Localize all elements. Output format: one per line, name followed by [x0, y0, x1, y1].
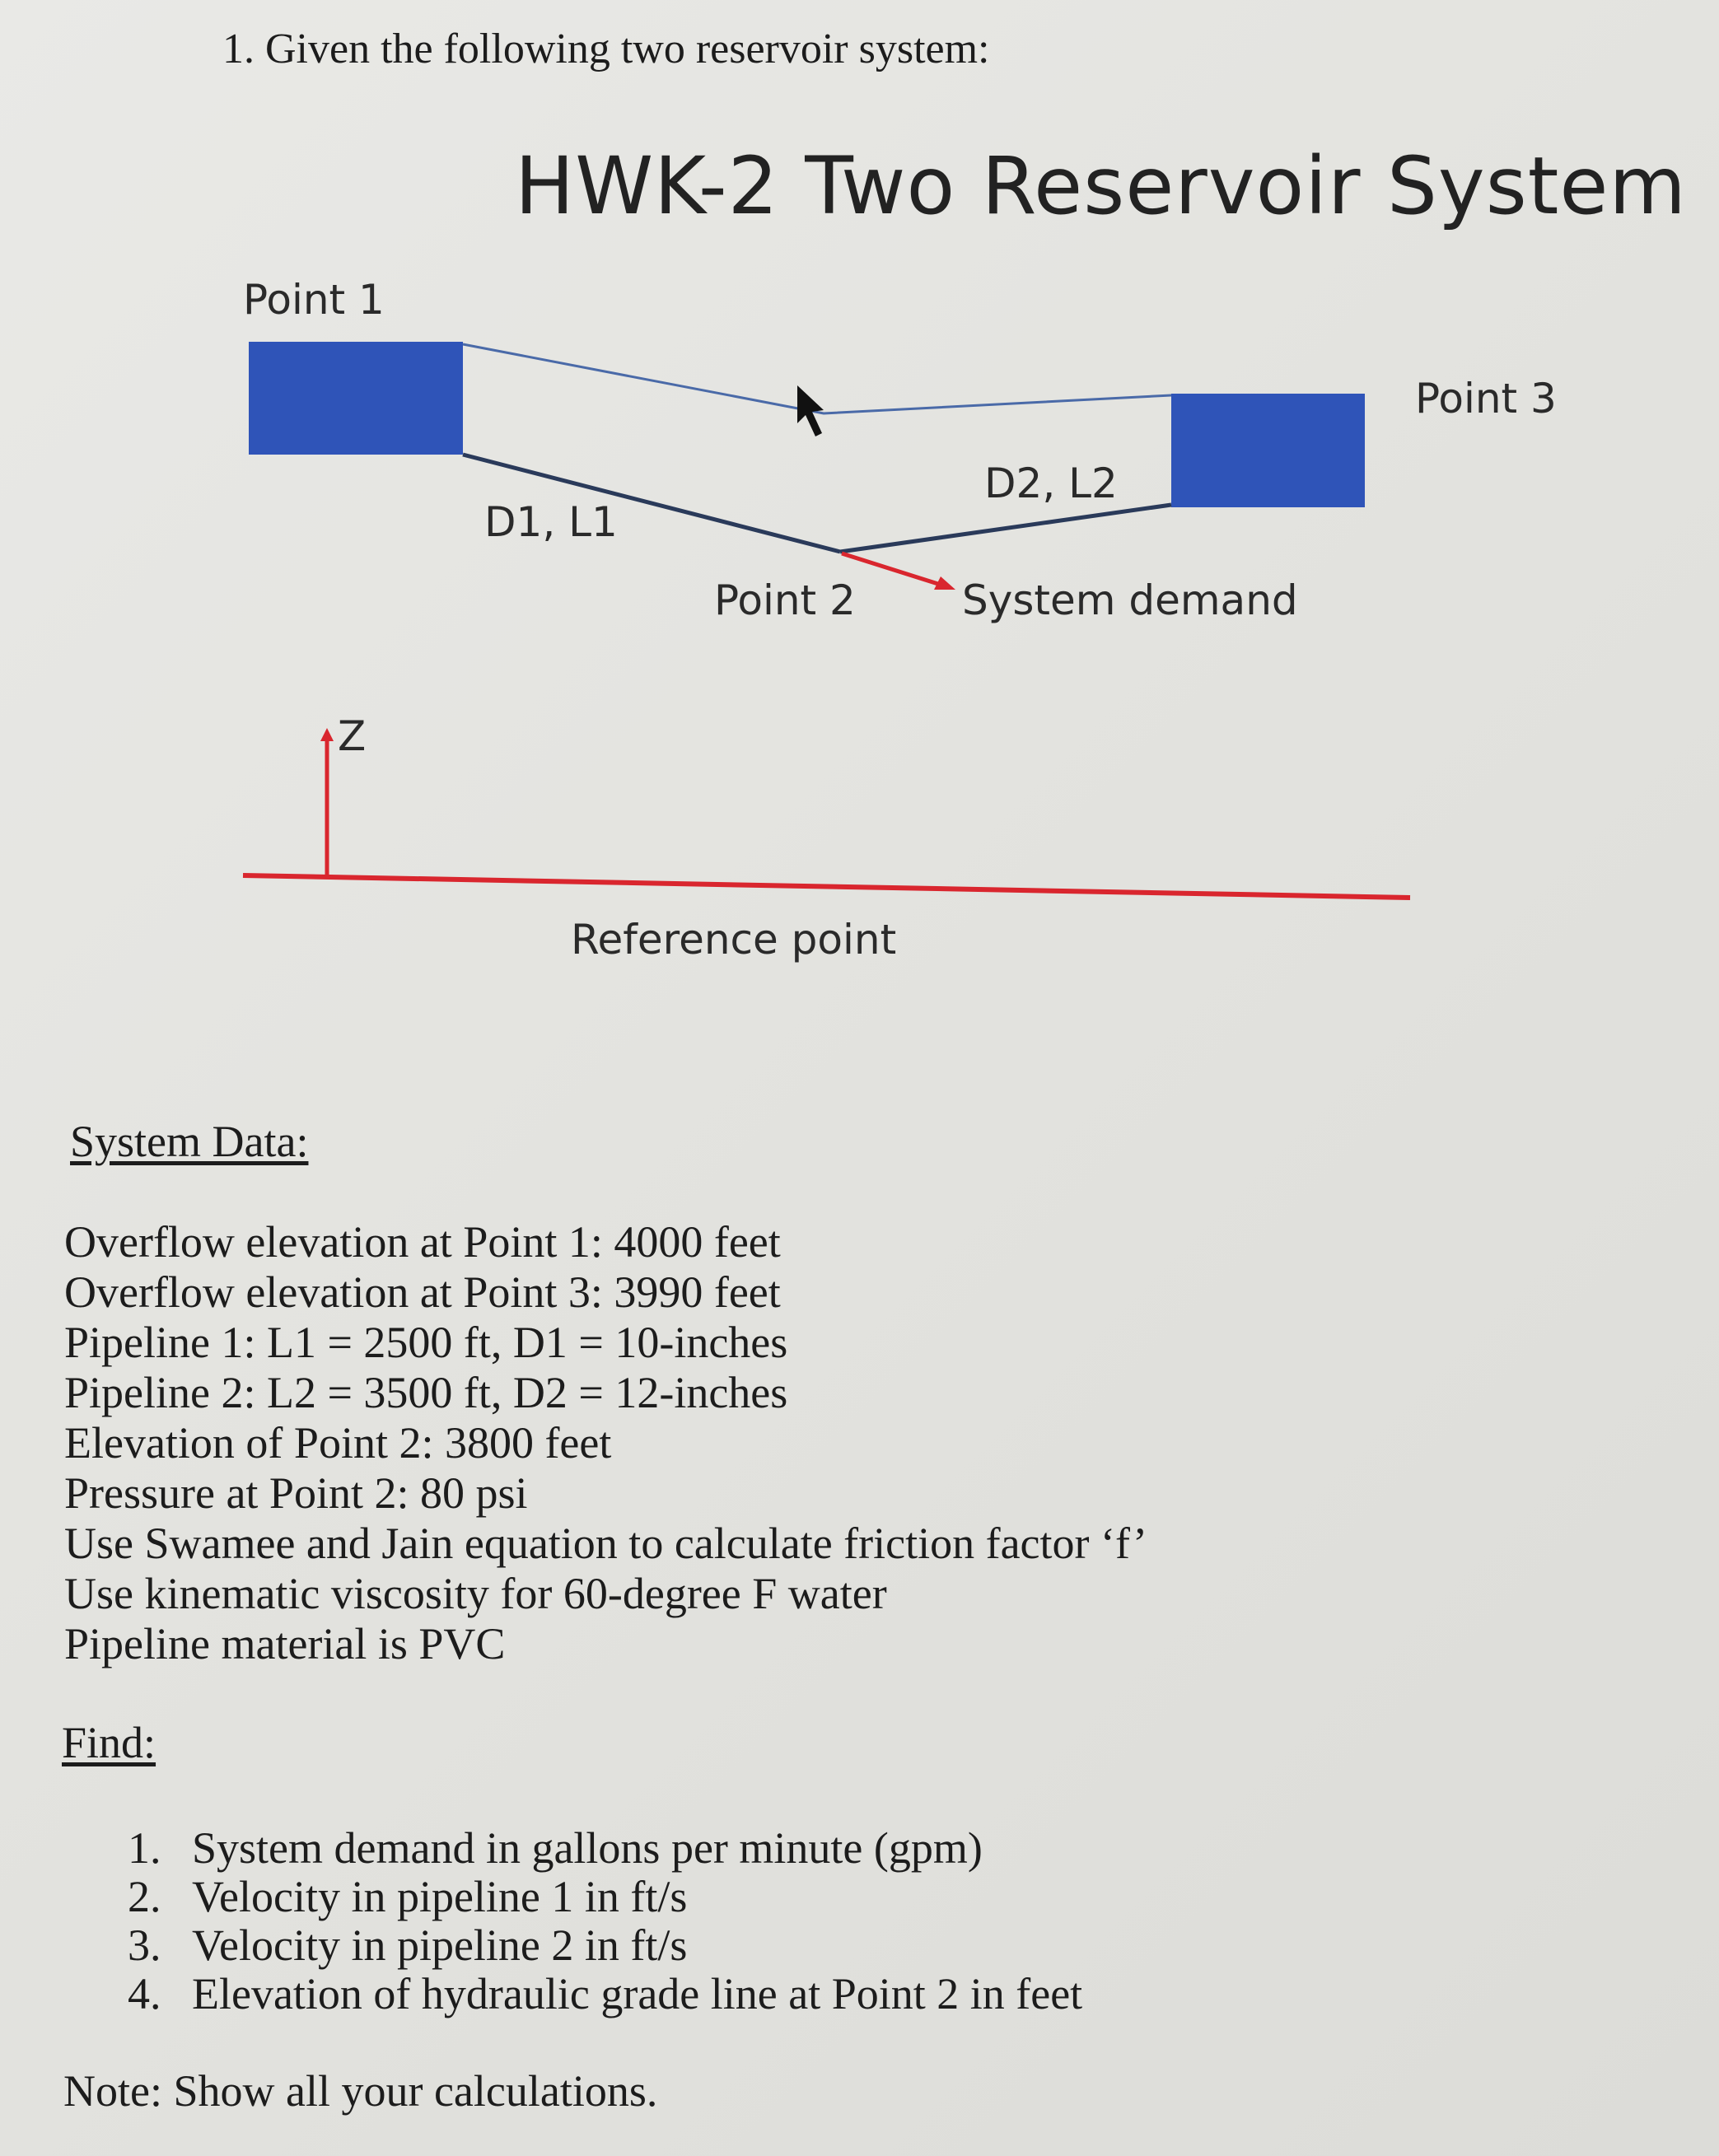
system-data-item: Pressure at Point 2: 80 psi [64, 1468, 528, 1518]
label-z-axis: Z [338, 712, 367, 760]
label-system-demand: System demand [962, 576, 1298, 624]
system-data-list [64, 1217, 1147, 1669]
note: Note: Show all your calculations. [63, 2066, 658, 2116]
find-item-number: 2. [128, 1872, 161, 1921]
label-reference-point: Reference point [571, 916, 897, 964]
label-pipeline-2: D2, L2 [984, 460, 1118, 507]
diagram-title: HWK-2 Two Reservoir System [515, 140, 1687, 232]
label-pipeline-1: D1, L1 [484, 498, 618, 546]
system-data-item: Elevation of Point 2: 3800 feet [64, 1418, 612, 1468]
find-list [128, 1824, 1082, 2018]
reservoir-3 [1171, 394, 1365, 507]
system-data-item: Pipeline material is PVC [64, 1619, 506, 1668]
find-heading: Find: [62, 1718, 156, 1767]
label-point-3: Point 3 [1415, 375, 1557, 422]
find-item-number: 3. [128, 1920, 161, 1970]
find-item [128, 1824, 1082, 1873]
label-point-1: Point 1 [243, 276, 385, 324]
mouse-cursor-icon [797, 385, 824, 436]
reservoir-1 [249, 342, 463, 455]
system-data-heading: System Data: [70, 1117, 309, 1166]
system-demand-arrow [842, 553, 941, 585]
find-item-text: Elevation of hydraulic grade line at Point 2 in feet [192, 1969, 1083, 2018]
system-data-item: Use kinematic viscosity for 60-degree F water [64, 1569, 887, 1618]
question-title: 1. Given the following two reservoir system: [222, 26, 990, 72]
system-data-item: Overflow elevation at Point 1: 4000 feet [64, 1217, 781, 1267]
find-item-text: Velocity in pipeline 1 in ft/s [192, 1872, 688, 1921]
find-item-number: 4. [128, 1969, 161, 2018]
find-item-number: 1. [128, 1823, 161, 1873]
find-item [128, 1873, 1082, 1921]
find-item-text: Velocity in pipeline 2 in ft/s [192, 1920, 688, 1970]
system-data-item: Pipeline 2: L2 = 3500 ft, D2 = 12-inches [64, 1368, 788, 1417]
pipeline-2 [840, 505, 1171, 552]
find-item [128, 1970, 1082, 2018]
reference-line [243, 875, 1410, 898]
system-data-item: Use Swamee and Jain equation to calculate friction factor ‘f’ [64, 1519, 1147, 1568]
find-item [128, 1921, 1082, 1970]
z-axis-arrowhead [320, 728, 334, 741]
system-data-item: Overflow elevation at Point 3: 3990 feet [64, 1267, 781, 1317]
label-point-2: Point 2 [714, 576, 856, 624]
system-data-item: Pipeline 1: L1 = 2500 ft, D1 = 10-inches [64, 1318, 788, 1367]
find-item-text: System demand in gallons per minute (gpm) [192, 1823, 983, 1873]
hydraulic-grade-line [463, 344, 1171, 413]
